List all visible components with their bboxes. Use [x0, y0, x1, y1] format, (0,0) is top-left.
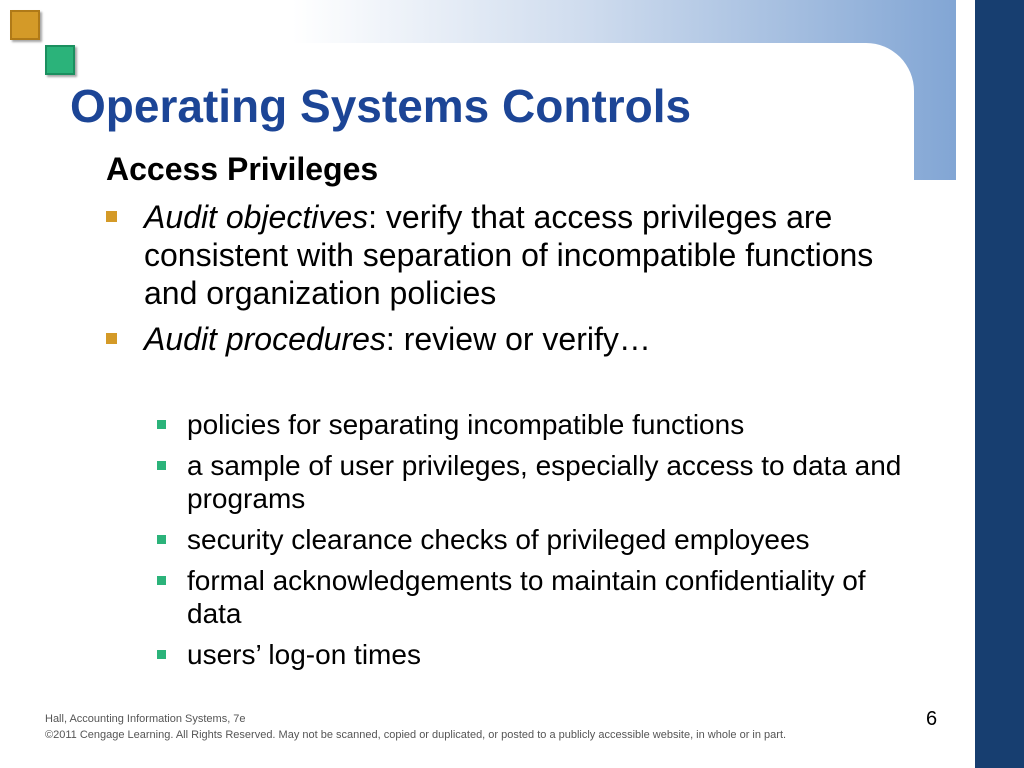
bullet-text: : review or verify… — [385, 321, 651, 357]
page-number: 6 — [926, 708, 938, 730]
sub-bullet-text: policies for separating incompatible functions — [187, 409, 745, 440]
square-bullet-icon — [157, 461, 166, 470]
sub-bullet-list — [157, 408, 927, 679]
footer-citation: Hall, Accounting Information Systems, 7e — [45, 713, 246, 725]
main-bullet-list — [106, 198, 906, 366]
bullet-emphasis: Audit procedures — [144, 321, 386, 357]
slide-subtitle: Access Privileges — [106, 151, 379, 187]
sub-bullet-text: formal acknowledgements to maintain confidentiality of data — [187, 565, 866, 629]
sub-bullet-text: a sample of user privileges, especially access to data and programs — [187, 450, 902, 514]
right-sidebar-bar — [975, 0, 1024, 768]
sub-bullet-item — [157, 638, 927, 671]
sub-bullet-item — [157, 523, 927, 556]
bullet-audit-procedures — [106, 320, 906, 358]
square-bullet-icon — [157, 535, 166, 544]
right-gap — [956, 0, 975, 768]
footer-copyright: ©2011 Cengage Learning. All Rights Reserved. May not be scanned, copied or duplicated, or posted to a publicly accessible website, in whole or in part. — [45, 729, 787, 741]
bullet-text: : verify that access privileges are consistent with separation of incompatible functions and organization policies — [144, 199, 874, 311]
sub-bullet-text: security clearance checks of privileged employees — [187, 524, 810, 555]
slide-title: Operating Systems Controls — [70, 80, 692, 132]
sub-bullet-item — [157, 449, 927, 515]
square-bullet-icon — [157, 420, 166, 429]
square-bullet-icon — [157, 650, 166, 659]
square-bullet-icon — [157, 576, 166, 585]
green-square-decoration — [45, 45, 75, 75]
bullet-emphasis: Audit objectives — [144, 199, 369, 235]
orange-square-decoration — [10, 10, 40, 40]
bullet-audit-objectives — [106, 198, 906, 312]
square-bullet-icon — [106, 211, 117, 222]
sub-bullet-item — [157, 564, 927, 630]
sub-bullet-item — [157, 408, 927, 441]
square-bullet-icon — [106, 333, 117, 344]
sub-bullet-text: users’ log-on times — [187, 639, 421, 670]
